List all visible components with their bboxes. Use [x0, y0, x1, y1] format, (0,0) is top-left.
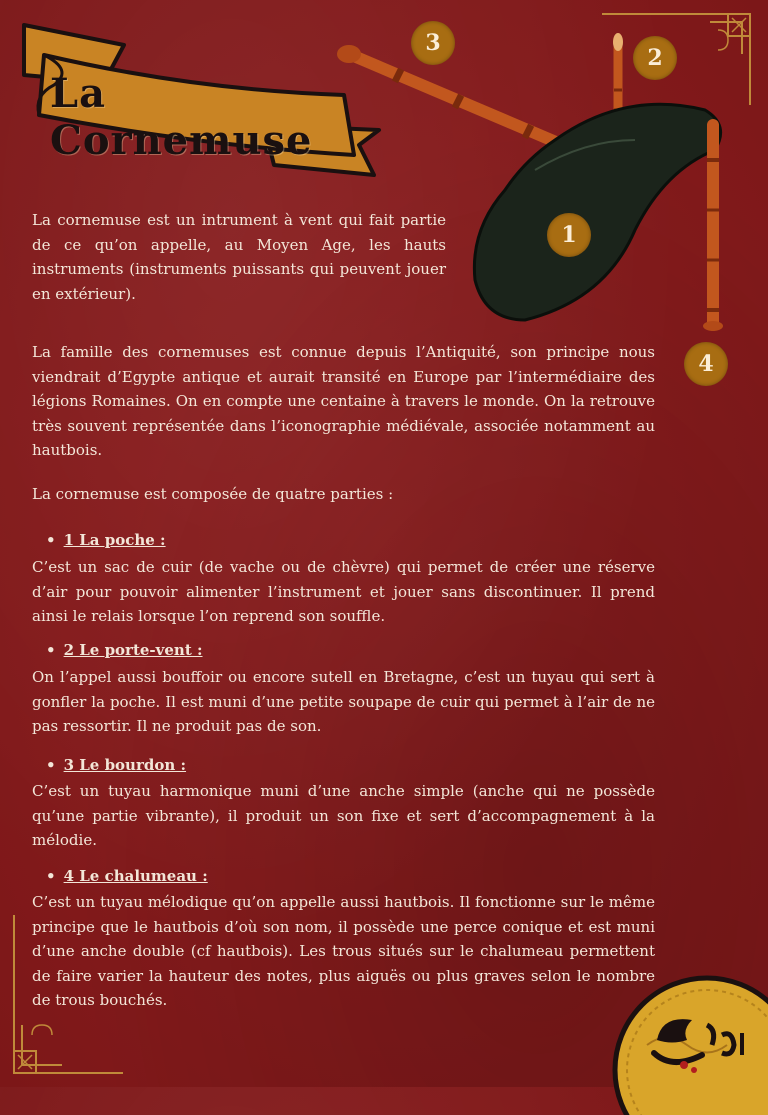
intro-paragraph: La cornemuse est un intrument à vent qui fait partie de ce qu’on appelle, au Moyen Age, les hauts instruments (instruments puissants qui peuvent jouer en extérieur).	[32, 211, 446, 303]
bullet-dot-icon: •	[46, 641, 56, 659]
marker-1: 1	[547, 213, 591, 257]
section-text-poche: C’est un sac de cuir (de vache ou de chèvre) qui permet de créer une réserve d’air pour pouvoir alimenter l’instrument et jouer sans discontinuer. Il prend ainsi le relais lorsque l’on reprend son souffle.	[32, 558, 655, 625]
section-text-porte-vent: On l’appel aussi bouffoir ou encore sutell en Bretagne, c’est un tuyau qui sert à gonfler la poche. Il est muni d’une petite soupape de cuir qui permet à l’air de ne pas ressortir. Il ne produit pas de son.	[32, 668, 655, 735]
composition-paragraph: La cornemuse est composée de quatre parties :	[32, 485, 394, 503]
bullet-dot-icon: •	[46, 867, 56, 885]
section-heading-poche: • 1 La poche :	[46, 531, 166, 549]
section-heading-chalumeau: • 4 Le chalumeau :	[46, 867, 208, 885]
page-title: La Cornemuse	[50, 70, 313, 164]
section-heading-bourdon: • 3 Le bourdon :	[46, 756, 187, 774]
bagpipe-illustration-icon	[335, 30, 755, 360]
marker-2: 2	[633, 36, 677, 80]
section-heading-porte-vent: • 2 Le porte-vent :	[46, 641, 203, 659]
history-paragraph: La famille des cornemuses est connue depuis l’Antiquité, son principe nous viendrait d’Egypte antique et aurait transité en Europe par l’intermédiaire des légions Romaines. On en compte une centaine à travers le monde. On la retrouve très souvent représentée dans l’iconographie médiévale, associée notamment au hautbois.	[32, 343, 655, 459]
section-text-chalumeau: C’est un tuyau mélodique qu’on appelle aussi hautbois. Il fonctionne sur le même principe que le hautbois d’où son nom, il possède une perce conique et est muni d’une anche double (cf hautbois). Les trous situés sur le chalumeau permettent de faire varier la hauteur des notes, plus aiguës ou plus graves selon le nombre de trous bouchés.	[32, 893, 655, 1009]
marker-3: 3	[411, 21, 455, 65]
marker-4: 4	[684, 342, 728, 386]
bullet-dot-icon: •	[46, 531, 56, 549]
section-text-bourdon: C’est un tuyau harmonique muni d’une anche simple (anche qui ne possède qu’une partie vibrante), il produit un son fixe et sert d’accompagnement à la mélodie.	[32, 782, 655, 849]
logo-medallion-icon	[612, 975, 768, 1115]
bullet-dot-icon: •	[46, 756, 56, 774]
